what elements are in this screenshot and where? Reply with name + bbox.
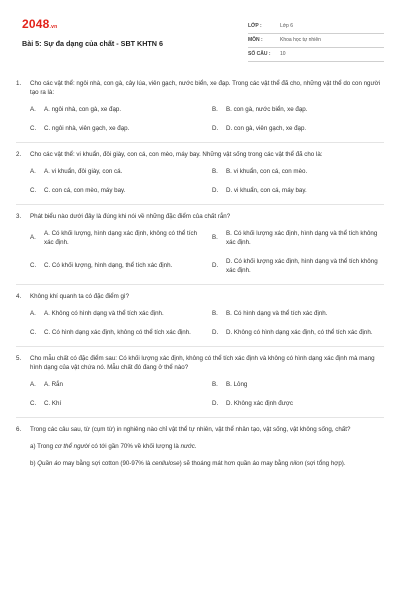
option-b[interactable] [212,310,384,319]
option-d[interactable] [212,125,384,134]
option-d[interactable] [212,258,384,276]
question-number: 6. [16,425,22,433]
option-text: B. Có hình dạng và thể tích xác định. [226,309,328,317]
option-letter: C. [30,328,37,336]
option-text: D. Không có hình dạng xác định, có thể tích xác định. [226,328,373,336]
option-letter: D. [212,186,219,194]
question-number: 4. [16,292,22,300]
option-text: B. con gà, nước biển, xe đạp. [226,105,308,113]
option-letter: C. [30,399,37,407]
logo-text: 2048 [22,17,50,31]
question-number: 3. [16,212,22,220]
question-6 [16,426,384,477]
option-text: B. vi khuẩn, con cá, con mèo. [226,167,308,175]
question-text: Phát biểu nào dưới đây là đúng khi nói về những đặc điểm của chất rắn? [30,212,231,220]
sub-italic: nước [180,442,195,450]
option-c[interactable] [30,400,202,409]
option-letter: A. [30,167,36,175]
option-b[interactable] [212,230,384,248]
meta-value: 10 [280,50,286,57]
option-letter: B. [212,234,218,242]
option-text: A. Rắn [44,380,63,388]
question-text: Không khí quanh ta có đặc điểm gì? [30,292,130,300]
option-text: A. Không có hình dạng và thể tích xác định. [44,309,164,317]
option-text: C. ngôi nhà, viên gạch, xe đạp. [44,124,130,132]
option-letter: B. [212,380,218,388]
option-text: A. vi khuẩn, đôi giày, con cá. [44,167,123,175]
meta-key: LỚP : [248,22,262,29]
sub-text: ) sẽ thoáng mát hơn quần áo may bằng [179,459,290,467]
meta-key: MÔN : [248,36,263,43]
sub-italic: nilon [289,459,304,467]
question-1 [16,80,384,143]
option-b[interactable] [212,106,384,115]
option-letter: B. [212,105,218,113]
question-list [16,80,384,485]
option-letter: C. [30,124,37,132]
option-d[interactable] [212,187,384,196]
option-text: A. Có khối lượng, hình dạng xác định, không có thể tích xác định. [44,229,198,246]
option-c[interactable] [30,125,202,134]
option-d[interactable] [212,329,384,338]
option-c[interactable] [30,187,202,196]
question-4 [16,293,384,347]
option-letter: C. [30,186,37,194]
sub-italic: cenllulose [152,459,180,467]
meta-row-subject [248,34,384,48]
question-5 [16,355,384,418]
meta-key: SỐ CÂU : [248,50,271,57]
option-text: B. Có khối lượng xác định, hình dạng và thể tích không xác định. [226,229,378,246]
sub-text: (sợi tổng hợp). [303,459,346,467]
logo-suffix: .vn [49,24,58,30]
sub-italic: cơ thể người [54,442,90,450]
meta-info [248,20,384,62]
option-text: C. Có hình dạng xác định, không có thể tích xác định. [44,328,191,336]
question-text: Cho các vật thể: vi khuẩn, đôi giày, con cá, con mèo, máy bay. Những vật sống trong các vật thể đã cho là: [30,150,323,158]
meta-row-class [248,20,384,34]
sub-text: b) [30,459,38,467]
option-text: D. vi khuẩn, con cá, máy bay. [226,186,307,194]
question-text: Trong các câu sau, từ (cụm từ) in nghiêng nào chỉ vật thể tự nhiên, vật thể nhân tạo, vật sống, vật không sống, chất? [30,425,351,433]
option-letter: D. [212,262,219,270]
option-text: D. Có khối lượng xác định, hình dạng và thể tích không xác định. [226,257,378,274]
option-letter: D. [212,399,219,407]
option-b[interactable] [212,168,384,177]
meta-row-count [248,48,384,62]
page-title: Bài 5: Sự đa dạng của chất - SBT KHTN 6 [22,39,163,48]
option-letter: B. [212,309,218,317]
sub-question-a [16,443,384,452]
option-c[interactable] [30,329,202,338]
option-letter: D. [212,124,219,132]
option-letter: A. [30,309,36,317]
question-number: 5. [16,354,22,362]
option-letter: D. [212,328,219,336]
page-header [16,10,384,66]
option-d[interactable] [212,400,384,409]
option-text: C. con cá, con mèo, máy bay. [44,186,126,194]
option-a[interactable] [30,381,202,390]
option-text: D. con gà, viên gạch, xe đạp. [226,124,307,132]
question-text: Cho các vật thể: ngôi nhà, con gà, cây lúa, viên gạch, nước biển, xe đạp. Trong các vật thể đã cho, những vật thể do con người tạo ra là: [30,80,381,96]
option-text: B. Lỏng [226,380,248,388]
option-text: A. ngôi nhà, con gà, xe đạp. [44,105,122,113]
option-letter: C. [30,262,37,270]
sub-text: có tới gần 70% về khối lượng là [89,442,181,450]
option-text: C. Khí [44,399,62,407]
option-text: D. Không xác định được [226,399,294,407]
option-text: C. Có khối lượng, hình dạng, thể tích xác định. [44,262,173,270]
question-3 [16,213,384,285]
option-a[interactable] [30,106,202,115]
question-number: 1. [16,80,22,87]
sub-text: may bằng sợi cotton (90-97% là [60,459,153,467]
option-letter: A. [30,234,36,242]
option-a[interactable] [30,168,202,177]
option-letter: A. [30,105,36,113]
option-a[interactable] [30,310,202,319]
option-letter: A. [30,380,36,388]
sub-question-b [16,460,384,469]
option-letter: B. [212,167,218,175]
option-b[interactable] [212,381,384,390]
site-logo[interactable] [22,16,57,33]
sub-text: a) Trong [30,442,55,450]
sub-italic: Quần áo [37,459,61,467]
question-number: 2. [16,150,22,158]
meta-value: Khoa học tự nhiên [280,36,321,43]
sub-text: . [194,442,197,450]
option-a[interactable] [30,230,202,248]
meta-value: Lớp 6 [280,22,294,29]
option-c[interactable] [30,258,202,276]
question-2 [16,151,384,205]
question-text: Cho mẫu chất có đặc điểm sau: Có khối lượng xác định, không có thể tích xác định và không có hình dạng xác định mà mang hình dạng của vật chứa nó. Mẫu chất đó đang ở thể nào? [30,354,375,371]
